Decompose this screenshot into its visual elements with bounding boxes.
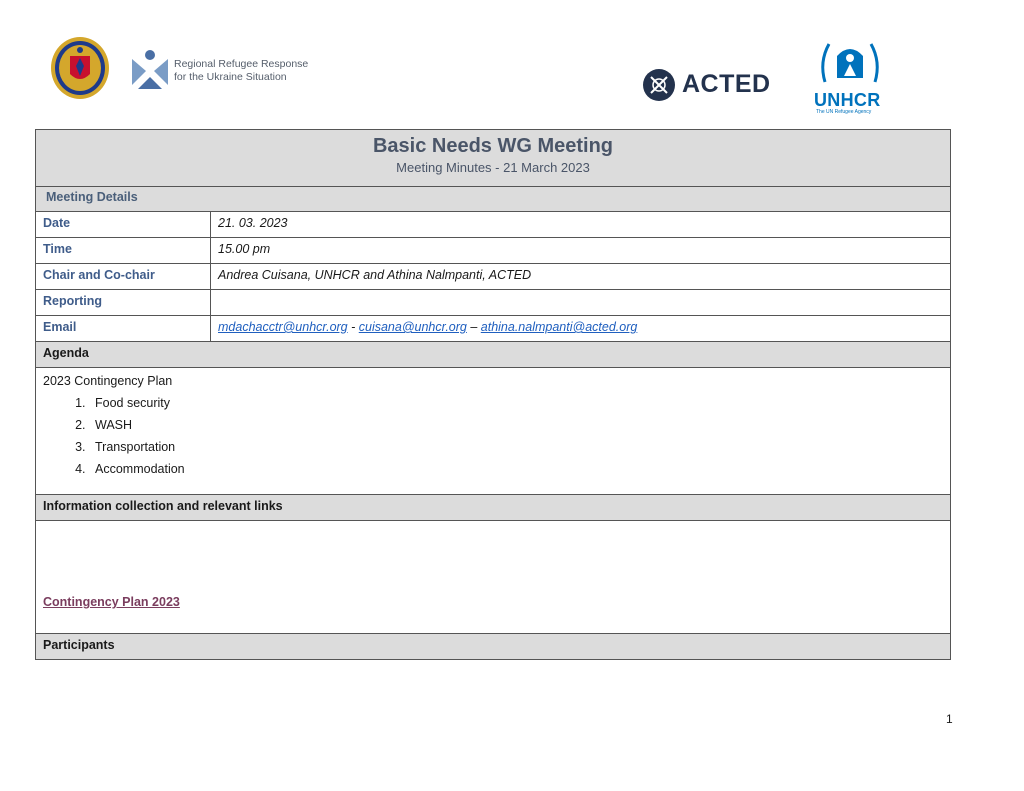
agenda-item: 2. WASH — [89, 414, 943, 436]
acted-logo — [642, 68, 782, 104]
agenda-intro: 2023 Contingency Plan — [43, 374, 173, 388]
email-link-cuisana[interactable]: cuisana@unhcr.org — [358, 320, 467, 334]
email-link-mdachacctr[interactable]: mdachacctr@unhcr.org — [218, 320, 348, 334]
chair-row — [36, 264, 951, 290]
page-number: 1 — [946, 712, 953, 726]
unhcr-logo — [812, 38, 888, 118]
email-row — [36, 316, 951, 342]
time-row — [36, 238, 951, 264]
email-separator-1: - — [347, 320, 359, 334]
regional-logo-line1: Regional Refugee Response — [174, 58, 309, 70]
reporting-value — [211, 290, 951, 316]
document-title: Basic Needs WG Meeting — [372, 135, 614, 157]
reporting-row — [36, 290, 951, 316]
meeting-details-header-row — [36, 187, 951, 212]
date-label: Date — [36, 212, 211, 238]
agenda-item: 1. Food security — [89, 392, 943, 414]
email-link-nalmpanti[interactable]: athina.nalmpanti@acted.org — [480, 320, 638, 334]
info-heading: Information collection and relevant links — [36, 495, 951, 521]
reporting-label: Reporting — [36, 290, 211, 316]
agenda-list — [43, 392, 943, 480]
agenda-item: 3. Transportation — [89, 436, 943, 458]
info-header-row — [36, 495, 951, 521]
unhcr-logo-text: UNHCR — [814, 90, 881, 110]
agenda-body-row — [36, 368, 951, 495]
time-label: Time — [36, 238, 211, 264]
regional-logo-line2: for the Ukraine Situation — [174, 71, 287, 83]
date-value: 21. 03. 2023 — [211, 212, 951, 238]
document-subtitle: Meeting Minutes - 21 March 2023 — [396, 160, 590, 175]
meeting-details-heading: Meeting Details — [36, 187, 951, 212]
agenda-header-row — [36, 342, 951, 368]
participants-header-row — [36, 634, 951, 660]
acted-logo-text: ACTED — [682, 70, 771, 98]
agenda-item: 4. Accommodation — [89, 458, 943, 480]
moldova-coat-of-arms-logo — [50, 36, 110, 100]
info-body-row — [36, 521, 951, 634]
time-value: 15.00 pm — [211, 238, 951, 264]
regional-refugee-response-logo — [128, 47, 328, 93]
logo-bar — [0, 0, 1024, 125]
participants-heading: Participants — [36, 634, 951, 660]
chair-label: Chair and Co-chair — [36, 264, 211, 290]
date-row — [36, 212, 951, 238]
email-separator-2: – — [466, 320, 481, 334]
agenda-heading: Agenda — [36, 342, 951, 368]
email-value — [211, 316, 951, 342]
unhcr-logo-subtitle: The UN Refugee Agency — [816, 109, 872, 115]
chair-value: Andrea Cuisana, UNHCR and Athina Nalmpanti, ACTED — [211, 264, 951, 290]
email-label: Email — [36, 316, 211, 342]
title-row — [36, 130, 951, 187]
contingency-plan-link[interactable]: Contingency Plan 2023 — [43, 595, 180, 609]
meeting-minutes-table — [35, 129, 951, 660]
